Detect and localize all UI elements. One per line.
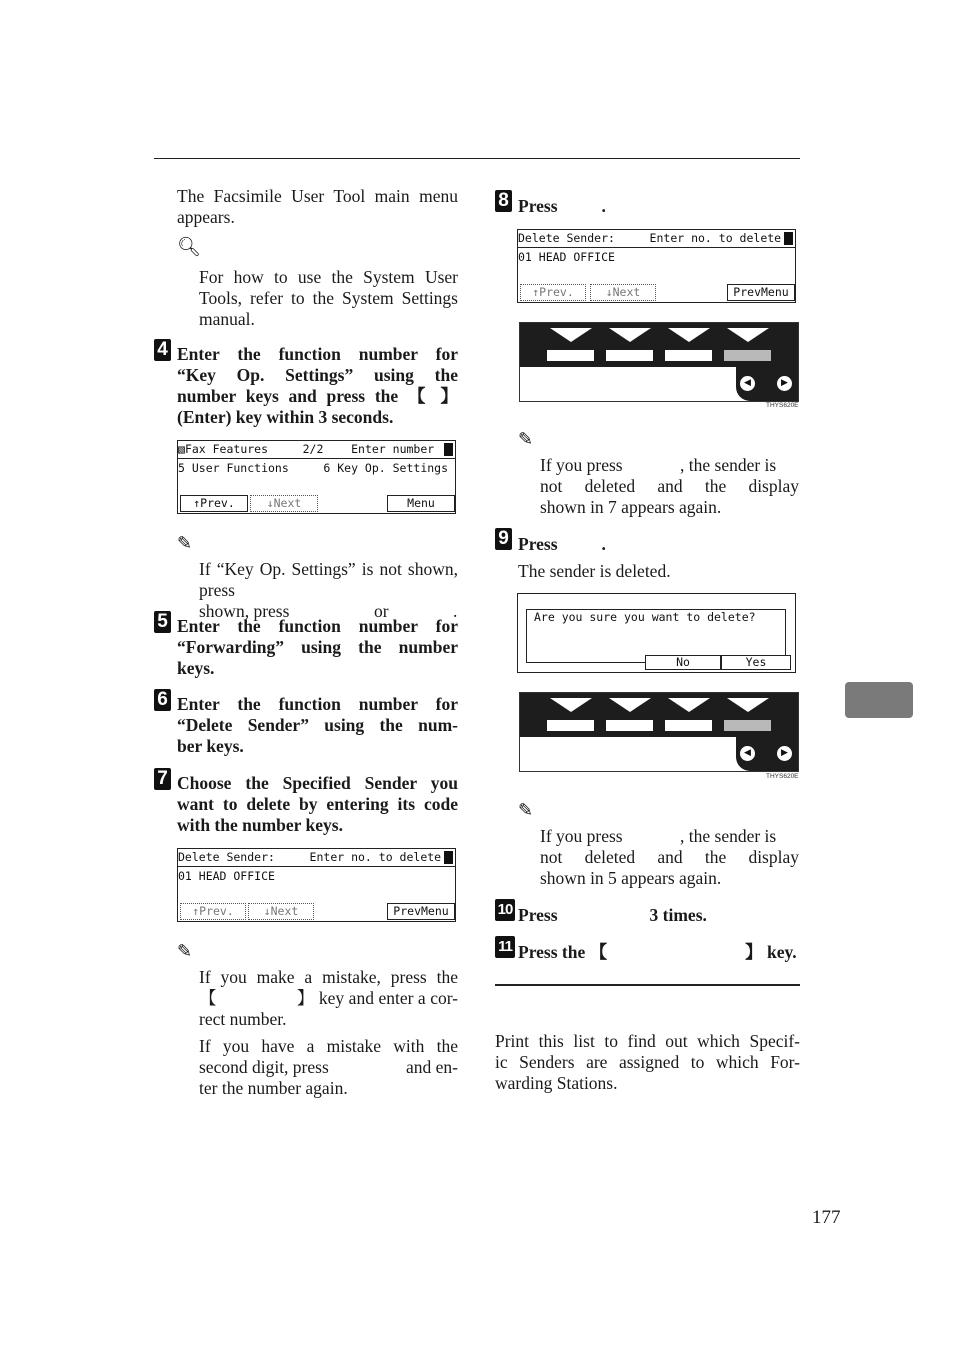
selection-key-4[interactable] <box>724 350 771 361</box>
lcd-line-2: 01 HEAD OFFICE <box>518 250 615 264</box>
figure-caption: THYS620E <box>766 402 799 409</box>
selection-key-1-arrow <box>550 698 592 712</box>
fax-icon: ▧ <box>178 442 185 456</box>
note-3: If you press , the sender is not deleted and the display shown in 7 appears again. <box>540 455 799 517</box>
step-5-number: 5 <box>154 611 171 633</box>
selection-key-3[interactable] <box>665 350 712 361</box>
step-6-number: 6 <box>154 689 171 711</box>
menu-button[interactable]: Menu <box>387 495 455 512</box>
next-button[interactable]: ↓Next <box>250 495 318 512</box>
selection-key-2[interactable] <box>606 720 653 731</box>
lcd-cursor <box>444 851 453 864</box>
control-panel-illustration <box>519 322 799 402</box>
yes-button[interactable]: Yes <box>721 655 791 670</box>
prev-button[interactable]: ↑Prev. <box>180 495 248 512</box>
selection-key-1[interactable] <box>547 350 594 361</box>
step-8-text: Press . <box>518 196 606 216</box>
prevmenu-button[interactable]: PrevMenu <box>387 903 455 920</box>
page-number: 177 <box>812 1207 841 1228</box>
step-7-text: Choose the Specified Sender you want to delete by entering its code with the number keys. <box>177 773 458 835</box>
selection-key-2[interactable] <box>606 350 653 361</box>
selection-key-3-arrow <box>668 328 710 342</box>
step-6-text: Enter the function number for “Delete Sender” using the num- ber keys. <box>177 694 458 756</box>
selection-key-2-arrow <box>609 698 651 712</box>
right-arrow-icon[interactable]: ▶ <box>777 376 792 391</box>
section-rule <box>495 984 800 986</box>
selection-key-1[interactable] <box>547 720 594 731</box>
figure-caption: THYS620E <box>766 773 799 780</box>
chapter-tab <box>845 682 913 718</box>
lcd-cursor <box>784 232 793 245</box>
next-button[interactable]: ↓Next <box>590 284 656 301</box>
reference-text: For how to use the System User Tools, refer to the System Settings manual. <box>199 267 458 329</box>
intro-text: The Facsimile User Tool main menu appears. <box>177 186 458 227</box>
selection-key-2-arrow <box>609 328 651 342</box>
note-1: If “Key Op. Settings” is not shown, press shown, press or . <box>199 559 458 621</box>
control-panel-illustration <box>519 692 799 772</box>
no-button[interactable]: No <box>645 655 721 670</box>
selection-key-4-arrow <box>727 698 769 712</box>
selection-key-3-arrow <box>668 698 710 712</box>
confirm-question: Are you sure you want to delete? <box>534 610 756 624</box>
selection-key-3[interactable] <box>665 720 712 731</box>
prev-button[interactable]: ↑Prev. <box>520 284 586 301</box>
step-4-number: 4 <box>154 339 171 361</box>
next-button[interactable]: ↓Next <box>248 903 314 920</box>
prevmenu-button[interactable]: PrevMenu <box>727 284 795 301</box>
lcd-line-2: 01 HEAD OFFICE <box>178 869 275 883</box>
selection-key-4-arrow <box>727 328 769 342</box>
step-9-result: The sender is deleted. <box>518 561 671 581</box>
prev-button[interactable]: ↑Prev. <box>180 903 246 920</box>
right-arrow-icon[interactable]: ▶ <box>777 746 792 761</box>
step-9-number: 9 <box>495 528 512 550</box>
header-rule <box>154 158 800 159</box>
step-8-number: 8 <box>495 190 512 212</box>
lcd-display-delete-sender <box>177 848 456 922</box>
pencil-icon: ✎ <box>518 429 534 450</box>
pencil-icon: ✎ <box>177 533 193 554</box>
step-4-text: Enter the function number for “Key Op. Settings” using the number keys and press the 【 】 (Enter) key within 3 seconds. <box>177 344 459 427</box>
lcd-line-1: Delete Sender: Enter no. to delete <box>518 231 782 245</box>
lcd-display-fax-features: ▧Fax Features 2/2 Enter number 5 User Functions 6 Key Op. Settings ↑Prev. ↓Next Menu <box>177 440 456 514</box>
selection-key-4[interactable] <box>724 720 771 731</box>
step-10-number: 10 <box>495 899 515 921</box>
step-11-text: Press the 【 】 key. <box>518 942 797 962</box>
step-11-number: 11 <box>495 936 515 958</box>
magnifier-icon: 🔍︎ <box>177 236 202 258</box>
left-arrow-icon[interactable]: ◀ <box>740 376 755 391</box>
list-description: Print this list to find out which Specif- ic Senders are assigned to which For- warding Stations. <box>495 1031 800 1093</box>
lcd-line-2: 5 User Functions 6 Key Op. Settings <box>178 461 449 475</box>
step-10-text: Press 3 times. <box>518 905 707 925</box>
step-5-text: Enter the function number for “Forwarding” using the number keys. <box>177 616 458 678</box>
left-arrow-icon[interactable]: ◀ <box>740 746 755 761</box>
note-4: If you press , the sender is not deleted and the display shown in 5 appears again. <box>540 826 799 888</box>
lcd-line-1: Delete Sender: Enter no. to delete <box>178 850 442 864</box>
selection-key-1-arrow <box>550 328 592 342</box>
pencil-icon: ✎ <box>177 941 193 962</box>
step-9-text: Press . <box>518 534 606 554</box>
step-7-number: 7 <box>154 768 171 790</box>
note-2: If you make a mistake, press the 【 】 key and enter a cor- rect number. If you have a mistake with the second digit, press and en- ter the number again. <box>199 967 459 1098</box>
lcd-cursor <box>444 443 453 456</box>
lcd-display-delete-sender <box>517 229 796 303</box>
pencil-icon: ✎ <box>518 800 534 821</box>
lcd-display-confirm-delete <box>517 593 796 673</box>
